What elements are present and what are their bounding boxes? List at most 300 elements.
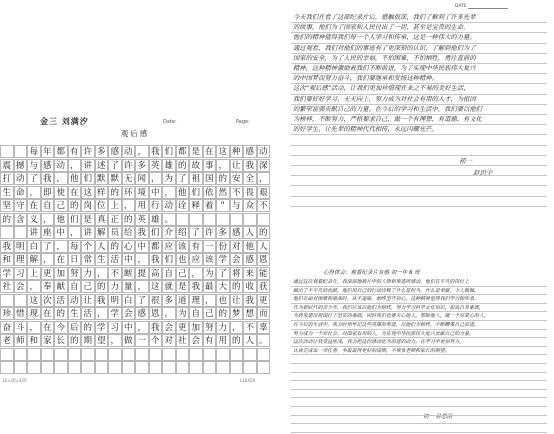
grid-cell: 我 (243, 294, 257, 307)
grid-cell: 动 (14, 172, 28, 185)
grid-cell: 该 (176, 240, 190, 253)
grid-cell: ， (203, 294, 217, 307)
page-label: Page: (236, 119, 250, 125)
grid-cell: 在 (68, 186, 82, 199)
grid-cell: 是 (176, 280, 190, 293)
grid-cell: 行 (149, 199, 163, 212)
handwritten-line: 这次“观后感”活动，让我们更加珍惜现在来之不易的美好生活， (293, 85, 470, 93)
grid-row (0, 334, 270, 347)
grid-cell: 了 (27, 172, 41, 185)
grid-cell (81, 348, 95, 361)
grid-cell: 不 (230, 186, 244, 199)
grid-cell: 在 (41, 321, 55, 334)
grid-cell: 己 (81, 280, 95, 293)
grid-cell: 感 (135, 307, 149, 320)
grid-cell: 活 (81, 307, 95, 320)
grid-row (0, 348, 270, 361)
grid-cell: 的 (122, 213, 136, 226)
grid-cell (54, 361, 68, 374)
grid-cell: 想 (243, 307, 257, 320)
grid-cell: 含 (14, 213, 28, 226)
grid-cell: 努 (68, 267, 82, 280)
handwritten-line: 的中国梦而努力奋斗，我们要继承和发扬这种精神。 (293, 75, 438, 83)
grid-cell: 们 (162, 253, 176, 266)
grid-cell: 自 (41, 199, 55, 212)
grid-cell (0, 348, 14, 361)
grid-cell: 们 (68, 213, 82, 226)
grid-cell: 在 (203, 145, 217, 158)
grid-cell: 感 (230, 226, 244, 239)
grid-cell: 今 (54, 321, 68, 334)
grid-cell: 正 (108, 213, 122, 226)
grid-cell: 最 (203, 280, 217, 293)
grid-cell: 动 (54, 159, 68, 172)
grid-cell: 自 (68, 280, 82, 293)
student-name: 金三 刘满汐 (40, 117, 89, 126)
grid-cell: 己 (203, 307, 217, 320)
grid-cell: 动 (122, 145, 136, 158)
grid-cell: 在 (41, 307, 55, 320)
grid-cell: 这 (149, 280, 163, 293)
handwritten-line: 这次活动让我受益匪浅，我会把这份感动化为前进的动力，在学习中更加努力， (293, 339, 465, 346)
grid-cell: 我 (149, 321, 163, 334)
grid-cell: 珍 (0, 307, 14, 320)
grid-cell: 守 (14, 199, 28, 212)
grid-cell: 座 (41, 226, 55, 239)
grid-cell: 应 (189, 253, 203, 266)
grid-cell: 的 (230, 334, 244, 347)
grid-row (0, 172, 270, 185)
grid-cell: 量 (122, 280, 136, 293)
date-label: DATE (455, 4, 467, 9)
grid-cell (243, 348, 257, 361)
grid-cell (95, 348, 109, 361)
grid-cell: 日 (68, 253, 82, 266)
grid-cell: ， (41, 253, 55, 266)
grid-cell: 的 (230, 280, 244, 293)
grid-cell: 动 (162, 199, 176, 212)
grid-cell: 让 (230, 159, 244, 172)
grid-cell: 坚 (0, 199, 14, 212)
grid-cell (162, 348, 176, 361)
grid-cell (14, 348, 28, 361)
grid-cell (243, 213, 257, 226)
grid-cell: 更 (41, 267, 55, 280)
grid-cell: 不 (257, 199, 271, 212)
grid-cell: 生 (68, 307, 82, 320)
grid-cell: 不 (243, 321, 257, 334)
grid-cell (135, 348, 149, 361)
grid-cell: 故 (189, 159, 203, 172)
grid-cell: 为 (162, 172, 176, 185)
grid-cell: 中 (135, 240, 149, 253)
grid-size-note: 16×20=320 (2, 378, 27, 383)
grid-cell: 学 (95, 321, 109, 334)
grid-cell: 默 (95, 172, 109, 185)
grid-cell: 员 (108, 226, 122, 239)
ruled-line (291, 165, 547, 166)
handwritten-line: 我们要好好学习，天天向上，努力成为对社会有用的人才，为祖国 (293, 95, 476, 103)
grid-cell: 份 (216, 240, 230, 253)
grid-cell: 对 (162, 334, 176, 347)
grid-cell: ， (27, 280, 41, 293)
grid-cell: 的 (108, 186, 122, 199)
grid-cell: 每 (68, 240, 82, 253)
grid-cell: ， (68, 226, 82, 239)
grid-cell: 许 (203, 226, 217, 239)
grid-cell: 道 (176, 294, 190, 307)
grid-cell: 惜 (14, 307, 28, 320)
grid-cell: 会 (162, 321, 176, 334)
grid-cell: 义 (27, 213, 41, 226)
grid-cell: 人 (243, 334, 257, 347)
grid-cell: 做 (122, 334, 136, 347)
grid-cell (0, 361, 14, 374)
grid-cell (203, 213, 217, 226)
handwritten-line: 今天我们在看了这部纪录片后，感触很深，我们了解到了许多先辈 (293, 14, 476, 21)
ruled-line (291, 423, 547, 424)
grid-cell: 习 (108, 321, 122, 334)
grid-cell (68, 348, 82, 361)
handwritten-line: 的好学生，让先辈的精神代代相传，永远闪耀光芒。 (293, 126, 438, 134)
grid-cell: 都 (176, 145, 190, 158)
grid-cell: 就 (162, 280, 176, 293)
grid-cell: ， (54, 240, 68, 253)
grid-cell: 让 (81, 294, 95, 307)
grid-cell: 来 (243, 267, 257, 280)
grid-cell: 的 (68, 199, 82, 212)
grid-cell: ， (41, 213, 55, 226)
grid-cell (27, 361, 41, 374)
grid-cell: 有 (68, 145, 82, 158)
grid-cell: 中 (149, 186, 163, 199)
grid-cell: 理 (14, 253, 28, 266)
grid-cell (203, 361, 217, 374)
grid-cell (54, 348, 68, 361)
class-signature: 初一 (459, 157, 472, 165)
ruled-line (291, 432, 547, 433)
grid-cell: 斗 (14, 321, 28, 334)
grid-cell: 无 (122, 172, 136, 185)
grid-cell: 的 (0, 213, 14, 226)
grid-cell: 有 (189, 240, 203, 253)
grid-cell: 长 (54, 334, 68, 347)
reflection-signature: 初一 孙思雨 (423, 414, 453, 420)
grid-cell: 会 (122, 307, 136, 320)
grid-row (0, 159, 270, 172)
handwritten-line: 国家的安全，为了人民的幸福，不怕困难，不怕牺牲，勇往直前的 (293, 54, 476, 62)
grid-cell (149, 348, 163, 361)
grid-cell: 获 (257, 280, 271, 293)
grid-cell: 讲 (81, 159, 95, 172)
grid-cell: 众 (243, 199, 257, 212)
grid-cell: 对 (230, 240, 244, 253)
grid-cell: 习 (14, 267, 28, 280)
grid-cell (27, 348, 41, 361)
grid-cell: 我 (95, 294, 109, 307)
grid-cell: 期 (81, 334, 95, 347)
grid-cell: 述 (95, 159, 109, 172)
grid-cell: 感 (243, 145, 257, 158)
grid-cell: 更 (257, 294, 271, 307)
grid-cell: 我 (189, 280, 203, 293)
handwritten-line: 通过观看，我们对他们的事迹有了更深刻的认识，了解到他们为了 (293, 44, 476, 52)
grid-cell: 雄 (149, 213, 163, 226)
grid-cell (162, 361, 176, 374)
grid-cell: 给 (122, 226, 136, 239)
grid-cell: 生 (95, 253, 109, 266)
grid-cell: 师 (14, 334, 28, 347)
grid-cell (216, 213, 230, 226)
grid-cell (176, 361, 190, 374)
grid-cell: 事 (203, 159, 217, 172)
grid-cell: 献 (54, 280, 68, 293)
handwritten-line: 通过这次观看纪录片，我深深地被片中的人物和事迹所感动，他们在平凡的岗位上 (293, 279, 470, 285)
grid-cell: 次 (41, 294, 55, 307)
grid-cell: 深 (257, 159, 271, 172)
grid-cell: 了 (41, 240, 55, 253)
grid-cell: 这 (81, 186, 95, 199)
grid-cell: 上 (108, 199, 122, 212)
grid-cell: 一 (203, 240, 217, 253)
grid-cell: 打 (0, 172, 14, 185)
grid-cell: 社 (176, 334, 190, 347)
grid-cell: 应 (162, 240, 176, 253)
grid-cell: 一 (135, 334, 149, 347)
grid-cell: 动 (257, 145, 271, 158)
handwritten-line: 为将来建设祖国打下坚实的基础，同时我们也要关心他人，帮助他人，做一个有爱心的人。 (293, 313, 489, 320)
grid-cell: 默 (108, 172, 122, 185)
grid-cell: 奉 (41, 280, 55, 293)
reflection-title: 心得体会：观看纪录片有感 初一年 6 班 (323, 270, 420, 276)
grid-cell: 为 (203, 267, 217, 280)
grid-cell: 多 (135, 159, 149, 172)
grid-cell: 然 (216, 186, 230, 199)
grid-cell: ， (54, 172, 68, 185)
grid-cell: 们 (81, 172, 95, 185)
grid-cell: 会 (189, 334, 203, 347)
grid-row (0, 361, 270, 374)
ruled-line (291, 145, 547, 146)
grid-cell: 了 (135, 294, 149, 307)
grid-cell: 都 (149, 240, 163, 253)
grid-cell: 活 (108, 253, 122, 266)
grid-cell: 学 (108, 307, 122, 320)
grid-cell (176, 348, 190, 361)
grid-cell: 畏 (243, 186, 257, 199)
grid-cell: 即 (41, 186, 55, 199)
grid-cell: 与 (230, 199, 244, 212)
grid-cell: 这 (216, 145, 230, 158)
grid-row (0, 280, 270, 293)
ruled-line (291, 185, 547, 186)
grid-cell: 学 (216, 253, 230, 266)
grid-cell: 不 (108, 267, 122, 280)
grid-cell: 介 (162, 226, 176, 239)
grid-cell: 明 (14, 240, 28, 253)
grid-cell: 年 (41, 145, 55, 158)
grid-cell: 。 (162, 213, 176, 226)
grid-cell (189, 348, 203, 361)
ruled-line (291, 380, 547, 381)
ruled-line (291, 397, 547, 398)
grid-cell: 生 (0, 186, 14, 199)
grid-cell: 是 (81, 213, 95, 226)
grid-cell: 恩 (149, 307, 163, 320)
grid-cell: 常 (81, 253, 95, 266)
grid-cell: 们 (162, 145, 176, 158)
grid-cell (203, 348, 217, 361)
handwritten-line: 为榜样，不断努力，严格要求自己，做一个有理想、有道德、有文化 (293, 116, 482, 123)
grid-cell: 英 (149, 159, 163, 172)
grid-cell (0, 145, 14, 158)
grid-cell: 家 (41, 334, 55, 347)
ruled-line (291, 372, 547, 373)
grid-cell: 我 (149, 145, 163, 158)
grid-cell: 白 (27, 240, 41, 253)
grid-cell: 的 (81, 321, 95, 334)
grid-cell (108, 361, 122, 374)
grid-cell: ， (162, 186, 176, 199)
grid-cell: 与 (27, 159, 41, 172)
notebook-page-bottom (283, 262, 554, 434)
grid-cell (41, 348, 55, 361)
ruled-line (291, 175, 547, 176)
ruled-line (291, 406, 547, 407)
grid-cell: 了 (216, 267, 230, 280)
grid-cell: 辜 (257, 321, 271, 334)
grid-cell: 了 (108, 159, 122, 172)
grid-cell: 后 (68, 321, 82, 334)
grid-cell (81, 361, 95, 374)
grid-cell: 用 (216, 334, 230, 347)
grid-cell: 释 (189, 199, 203, 212)
handwritten-line: 他们的精神值得我们每一个人学习和传承，这是一种伟大的力量。 (293, 34, 476, 42)
grid-cell: 了 (176, 172, 190, 185)
grid-cell: 很 (149, 294, 163, 307)
grid-cell: ， (95, 307, 109, 320)
grid-cell (14, 361, 28, 374)
composition-page (0, 0, 270, 434)
grid-cell: 的 (68, 334, 82, 347)
grid-cell: 学 (0, 267, 14, 280)
grid-cell: 恩 (257, 253, 271, 266)
grid-cell: 和 (27, 334, 41, 347)
grid-cell: 样 (95, 186, 109, 199)
grid-cell: ， (189, 267, 203, 280)
grid-cell: 我 (0, 240, 14, 253)
grid-cell: 明 (108, 294, 122, 307)
grid-cell: ， (135, 253, 149, 266)
grid-cell: “ (216, 199, 230, 212)
grid-cell: 提 (135, 267, 149, 280)
date-label: Date: (163, 119, 177, 125)
grid-cell: 会 (14, 280, 28, 293)
grid-row (0, 226, 270, 239)
grid-cell: 高 (149, 267, 163, 280)
grid-cell: 艰 (257, 186, 271, 199)
grid-cell: 白 (122, 294, 136, 307)
grid-cell: ， (162, 307, 176, 320)
grid-cell (14, 145, 28, 158)
grid-cell: 位 (95, 199, 109, 212)
grid-cell: 有 (203, 334, 217, 347)
grid-cell (0, 294, 14, 307)
grid-cell: 力 (108, 280, 122, 293)
grid-cell: 在 (54, 253, 68, 266)
grid-cell (135, 361, 149, 374)
grid-row (0, 267, 270, 280)
grid-cell: 中 (122, 253, 136, 266)
grid-cell: 力 (81, 267, 95, 280)
grid-cell: ， (27, 186, 41, 199)
grid-cell: 祖 (189, 172, 203, 185)
handwritten-line: 努力成为一个对社会、对国家有用的人，为实现中华民族伟大复兴贡献自己的力量。 (293, 330, 474, 337)
grid-cell: 活 (54, 294, 68, 307)
grid-cell: 许 (81, 145, 95, 158)
grid-cell: ， (135, 321, 149, 334)
grid-cell: 的 (216, 172, 230, 185)
grid-cell: 为 (176, 307, 190, 320)
grid-cell: 力 (216, 321, 230, 334)
grid-cell: 都 (54, 145, 68, 158)
grid-cell: 加 (189, 321, 203, 334)
grid-cell: 依 (203, 186, 217, 199)
ruled-line (291, 155, 547, 156)
grid-cell (14, 226, 28, 239)
handwritten-line: 的繁荣富强贡献自己的力量。在今后的学习和生活中，我们要以他们 (293, 105, 482, 113)
grid-row (0, 240, 270, 253)
grid-cell: 撼 (14, 159, 28, 172)
grid-cell (14, 294, 28, 307)
grid-row (0, 145, 270, 158)
grid-cell: 他 (243, 240, 257, 253)
ruled-line (291, 196, 547, 197)
grid-cell: 人 (95, 240, 109, 253)
grid-cell: 在 (27, 199, 41, 212)
grid-cell: 用 (135, 199, 149, 212)
grid-cell: 个 (81, 240, 95, 253)
grid-cell: 命 (14, 186, 28, 199)
grid-cell: 每 (27, 145, 41, 158)
grid-cell: 这 (27, 294, 41, 307)
grid-cell: 我 (243, 159, 257, 172)
grid-cell (122, 348, 136, 361)
grid-cell: 现 (27, 307, 41, 320)
grid-row (0, 199, 270, 212)
grid-cell: 社 (0, 280, 14, 293)
grid-cell: 着 (203, 199, 217, 212)
handwritten-line: 认真完成每一项任务，争取取得更好的成绩，不辜负老师和家长的期望。 (293, 347, 450, 354)
grid-cell (41, 361, 55, 374)
grid-cell (122, 361, 136, 374)
ruled-line (291, 415, 547, 416)
writing-grid (0, 145, 270, 375)
grid-row (0, 321, 270, 334)
grid-cell: ， (27, 321, 41, 334)
grid-code-note: L16X20 (240, 378, 256, 383)
grid-cell: 奋 (0, 321, 14, 334)
grid-cell: 更 (176, 321, 190, 334)
grid-cell (0, 226, 14, 239)
grid-cell: 而 (257, 307, 271, 320)
grid-cell (230, 361, 244, 374)
grid-cell: 多 (95, 145, 109, 158)
grid-cell: 许 (122, 159, 136, 172)
grid-cell: 感 (108, 145, 122, 158)
grid-cell (243, 361, 257, 374)
grid-cell: 该 (203, 253, 217, 266)
